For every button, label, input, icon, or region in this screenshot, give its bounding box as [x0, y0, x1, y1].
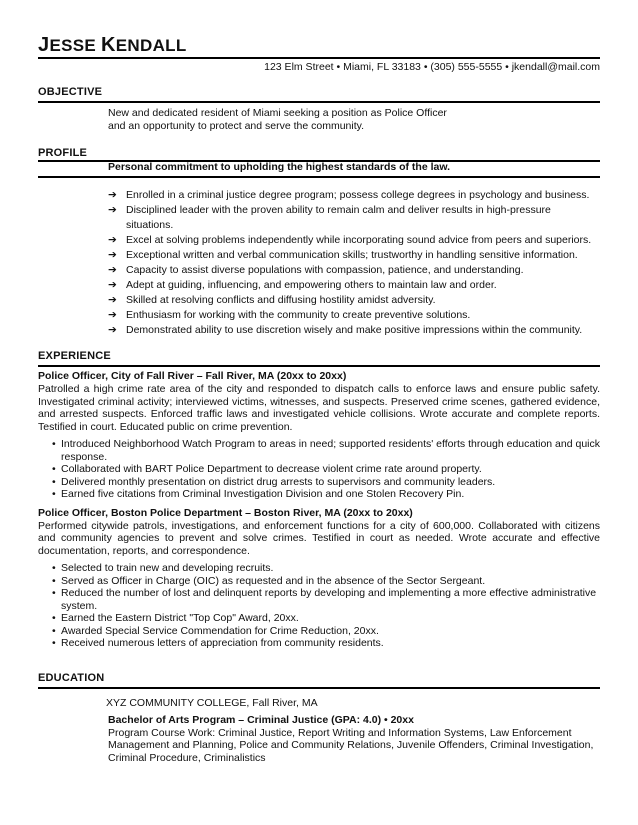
arrow-right-icon: ➔ [108, 234, 117, 246]
profile-section [38, 147, 600, 338]
arrow-right-icon: ➔ [108, 264, 117, 276]
job-achievements [52, 562, 600, 650]
list-item [52, 637, 600, 650]
list-item [108, 278, 600, 293]
header-divider [38, 57, 600, 59]
list-item [108, 248, 600, 263]
coursework: Program Course Work: Criminal Justice, Report Writing and Information Systems, Law Enforcement Management and Planning, Police and Community Relations, Juvenile Offenders, Criminal Investigation, Criminal Procedure, Criminalistics [108, 726, 594, 764]
contact-info: 123 Elm Street • Miami, FL 33183 • (305) 555-5555 • jkendall@mail.com [264, 61, 600, 73]
list-item [52, 476, 600, 489]
objective-section [38, 86, 600, 133]
list-item [52, 575, 600, 588]
list-item [108, 188, 600, 203]
list-item [52, 587, 600, 612]
bullet-icon: • [52, 574, 56, 587]
experience-heading: EXPERIENCE [38, 350, 111, 362]
list-item [52, 562, 600, 575]
bullet-icon: • [52, 612, 56, 624]
list-item [108, 323, 600, 338]
list-item [52, 612, 600, 625]
arrow-right-icon: ➔ [108, 324, 117, 336]
name-last-initial: K [101, 34, 116, 56]
list-item [108, 293, 600, 308]
job-title: Police Officer, Boston Police Department – Boston River, MA (20xx to 20xx) [38, 506, 413, 519]
list-item-text: Skilled at resolving conflicts and diffusing hostility amidst adversity. [126, 294, 436, 306]
applicant-name [38, 34, 600, 57]
name-first-rest: ESSE [49, 36, 96, 55]
degree-title: Bachelor of Arts Program – Criminal Justice (GPA: 4.0) • 20xx [108, 713, 414, 726]
arrow-right-icon: ➔ [108, 249, 117, 261]
job-entry [38, 370, 600, 501]
education-section [38, 672, 600, 765]
list-item-text: Exceptional written and verbal communication skills; trustworthy in handling sensitive information. [126, 249, 578, 261]
bullet-icon: • [52, 587, 56, 599]
profile-lead: Personal commitment to upholding the highest standards of the law. [108, 161, 451, 173]
list-item-text: Enrolled in a criminal justice degree program; possess college degrees in psychology and business. [126, 189, 590, 201]
bullet-icon: • [52, 475, 56, 488]
list-item-text: Demonstrated ability to use discretion wisely and make positive impressions within the community. [126, 324, 583, 336]
education-divider [38, 687, 600, 689]
list-item-text: Adept at guiding, influencing, and empowering others to maintain law and order. [126, 279, 497, 291]
job-description: Performed citywide patrols, investigations, and enforcement functions for a city of 600,000. Collaborated with citizens and community agencies to prevent and solve crimes. Testified in court as needed. Wrote accurate and effective documentation, reports, and correspondence. [38, 519, 600, 557]
objective-line: and an opportunity to protect and serve the community. [108, 120, 365, 132]
resume-page [38, 34, 600, 764]
list-item-text: Excel at solving problems independently while incorporating sound advice from peers and superiors. [126, 234, 592, 246]
arrow-right-icon: ➔ [108, 189, 117, 201]
education-heading: EDUCATION [38, 671, 105, 684]
experience-divider [38, 365, 600, 367]
list-item-text: Reduced the number of lost and delinquent reports by developing and implementing a more effective administrative system. [61, 587, 597, 612]
list-item-text: Introduced Neighborhood Watch Program to areas in need; supported residents' efforts through education and quick response. [61, 438, 601, 463]
list-item [52, 488, 600, 501]
objective-divider [38, 101, 600, 103]
experience-section [38, 350, 600, 650]
objective-heading: OBJECTIVE [38, 86, 103, 98]
job-title: Police Officer, City of Fall River – Fall River, MA (20xx to 20xx) [38, 370, 347, 382]
school-name: XYZ COMMUNITY COLLEGE, Fall River, MA [106, 696, 318, 709]
list-item [108, 263, 600, 278]
bullet-icon: • [52, 637, 56, 649]
list-item-text: Selected to train new and developing recruits. [61, 562, 274, 574]
objective-line: New and dedicated resident of Miami seeking a position as Police Officer [108, 107, 447, 119]
list-item-text: Collaborated with BART Police Department to decrease violent crime rate around property. [61, 463, 482, 475]
profile-lead-divider [38, 176, 600, 178]
list-item-text: Earned the Eastern District "Top Cop" Award, 20xx. [61, 612, 299, 624]
profile-list [108, 188, 600, 338]
bullet-icon: • [52, 463, 56, 475]
arrow-right-icon: ➔ [108, 279, 117, 291]
list-item-text: Enthusiasm for working with the community to create preventive solutions. [126, 309, 471, 321]
list-item-text: Earned five citations from Criminal Investigation Division and one Stolen Recovery Pin. [61, 488, 465, 500]
objective-text [108, 107, 600, 133]
bullet-icon: • [52, 488, 56, 500]
name-last-rest: ENDALL [115, 36, 187, 55]
arrow-right-icon: ➔ [108, 309, 117, 321]
profile-heading: PROFILE [38, 147, 88, 159]
list-item [108, 233, 600, 248]
list-item [108, 203, 600, 233]
list-item-text: Capacity to assist diverse populations with compassion, patience, and understanding. [126, 264, 524, 276]
arrow-right-icon: ➔ [108, 294, 117, 306]
bullet-icon: • [52, 562, 56, 574]
name-first-initial: J [38, 34, 50, 56]
list-item [52, 463, 600, 476]
list-item-text: Served as Officer in Charge (OIC) as requested and in the absence of the Sector Sergeant. [61, 574, 486, 587]
arrow-right-icon: ➔ [108, 204, 117, 216]
list-item [52, 625, 600, 638]
list-item-text: Awarded Special Service Commendation for Crime Reduction, 20xx. [61, 624, 379, 637]
job-entry [38, 507, 600, 650]
list-item [52, 438, 600, 463]
list-item-text: Disciplined leader with the proven ability to remain calm and deliver results in high-pressure situations. [126, 204, 551, 231]
list-item-text: Received numerous letters of appreciation from community residents. [61, 637, 384, 649]
list-item-text: Delivered monthly presentation on district drug arrests to supervisors and community leaders. [61, 475, 496, 488]
list-item [108, 308, 600, 323]
job-description: Patrolled a high crime rate area of the city and responded to dispatch calls to enforce laws and ensure public safety. Investigated criminal activity; interviewed victims, witnesses, and suspects. Preserved crime scenes, gathered evidence, and arrested suspects. Enforced traffic laws and investigated vehicle collisions. Wrote accurate and complete reports. Testified in court. Educated public on crime prevention. [38, 383, 600, 433]
bullet-icon: • [52, 438, 56, 450]
bullet-icon: • [52, 624, 56, 637]
job-achievements [52, 438, 600, 501]
